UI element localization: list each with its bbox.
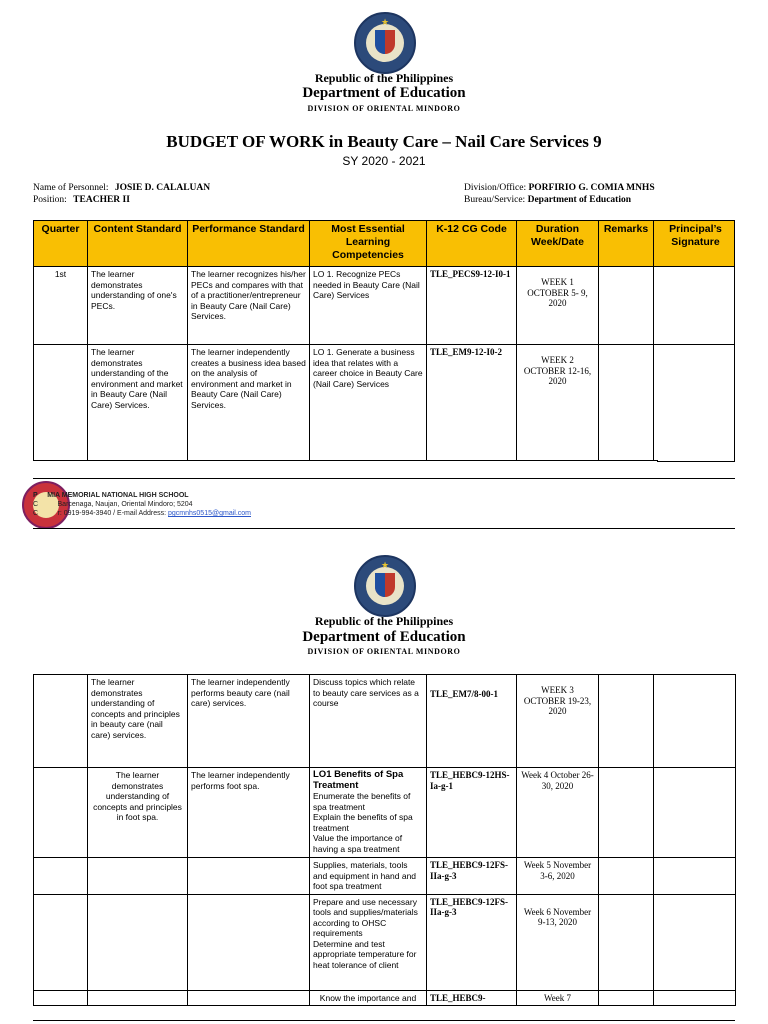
personnel-line xyxy=(33,183,210,193)
quarter-cell: 1st xyxy=(34,267,88,345)
school-year: SY 2020 - 2021 xyxy=(342,154,426,168)
position-value: TEACHER II xyxy=(73,195,130,205)
signature-cell xyxy=(654,990,736,1006)
header-content-standard: Content Standard xyxy=(88,221,188,267)
footer-contact: C r: 0919-994-3940 / E-mail Address: xyxy=(33,510,169,517)
quarter-cell xyxy=(34,894,88,990)
duration-cell: Week 5 November 3-6, 2020 xyxy=(517,858,599,895)
duration-cell: Week 6 November 9-13, 2020 xyxy=(517,894,599,990)
division-label: DIVISION OF ORIENTAL MINDORO xyxy=(307,104,461,113)
header-melc: Most Essential Learning Competencies xyxy=(310,221,427,267)
remarks-cell xyxy=(599,990,654,1006)
signature-cell xyxy=(654,894,736,990)
bureau-label: Bureau/Service: xyxy=(464,195,526,205)
footer-rule-top xyxy=(33,478,735,479)
table-row xyxy=(34,990,736,1006)
position-label: Position: xyxy=(33,195,67,205)
header-principal-signature: Principal’s Signature xyxy=(657,221,734,267)
quarter-cell xyxy=(34,858,88,895)
department-label: Department of Education xyxy=(302,85,466,101)
content-cell: The learner demonstrates understanding of concepts and principles in beauty care (nail care) services. xyxy=(88,675,188,768)
footer-address: C Barcenaga, Naujan, Oriental Mindoro; 5204 xyxy=(33,501,193,508)
division-office-line xyxy=(464,183,655,193)
bureau-value: Department of Education xyxy=(527,195,632,205)
code-cell: TLE_HEBC9- xyxy=(427,990,517,1006)
code-cell: TLE_HEBC9-12HS-Ia-g-1 xyxy=(427,768,517,858)
deped-seal-icon: ★ xyxy=(354,12,416,74)
content-cell xyxy=(88,990,188,1006)
deped-seal-icon: ★ xyxy=(354,555,416,617)
footer-text xyxy=(33,491,251,518)
remarks-cell xyxy=(599,858,654,895)
position-line xyxy=(33,195,130,205)
code-cell: TLE_EM7/8-00-1 xyxy=(427,675,517,768)
melc-line: Value the importance of having a spa treatment xyxy=(313,833,403,854)
remarks-cell xyxy=(599,345,654,461)
performance-cell: The learner recognizes his/her PECs and compares with that of a practitioner/entrepreneur in Beauty Care (Nail Care) Services. xyxy=(188,267,310,345)
melc-line: Prepare and use necessary tools and supplies/materials according to OHSC requirements xyxy=(313,896,418,938)
table-header-row xyxy=(34,221,658,267)
performance-cell xyxy=(188,858,310,895)
duration-cell: WEEK 3 OCTOBER 19-23, 2020 xyxy=(517,675,599,768)
remarks-cell xyxy=(599,675,654,768)
header-duration: Duration Week/Date xyxy=(517,221,599,267)
header-code: K-12 CG Code xyxy=(427,221,517,267)
footer-email-link[interactable]: pgcmnhs0515@gmail.com xyxy=(168,510,251,517)
performance-cell: The learner independently creates a business idea based on the analysis of environment and market in Beauty Care (Nail Care) Services. xyxy=(188,345,310,461)
budget-table-page1 xyxy=(33,220,658,461)
signature-cell xyxy=(657,267,734,345)
code-cell: TLE_PECS9-12-I0-1 xyxy=(427,267,517,345)
performance-cell: The learner independently performs beauty care (nail care) services. xyxy=(188,675,310,768)
header-quarter: Quarter xyxy=(34,221,88,267)
republic-label: Republic of the Philippines xyxy=(314,71,454,85)
personnel-value: JOSIE D. CALALUAN xyxy=(114,183,211,193)
header-performance-standard: Performance Standard xyxy=(188,221,310,267)
table-row xyxy=(34,345,658,461)
melc-cell: Know the importance and xyxy=(310,990,427,1006)
quarter-cell xyxy=(34,675,88,768)
division-office-value: PORFIRIO G. COMIA MNHS xyxy=(528,183,655,193)
melc-cell: Discuss topics which relate to beauty care services as a course xyxy=(310,675,427,768)
melc-cell xyxy=(310,768,427,858)
content-cell: The learner demonstrates understanding of one's PECs. xyxy=(88,267,188,345)
code-cell: TLE_HEBC9-12FS-IIa-g-3 xyxy=(427,894,517,990)
remarks-cell xyxy=(599,267,654,345)
content-cell: The learner demonstrates understanding of concepts and principles in foot spa. xyxy=(88,768,188,858)
bureau-line xyxy=(464,195,631,205)
signature-column xyxy=(657,220,735,462)
melc-cell: Supplies, materials, tools and equipment in hand and foot spa treatment xyxy=(310,858,427,895)
performance-cell xyxy=(188,990,310,1006)
melc-cell xyxy=(310,894,427,990)
signature-cell xyxy=(654,768,736,858)
content-cell: The learner demonstrates understanding of the environment and market in Beauty Care (Nail Care) Services. xyxy=(88,345,188,461)
footer-rule-bottom xyxy=(33,528,735,529)
duration-cell: Week 4 October 26-30, 2020 xyxy=(517,768,599,858)
duration-cell: Week 7 xyxy=(517,990,599,1006)
quarter-cell xyxy=(34,345,88,461)
table-row xyxy=(34,858,736,895)
quarter-cell xyxy=(34,768,88,858)
duration-cell: WEEK 2 OCTOBER 12-16, 2020 xyxy=(517,345,599,461)
content-cell xyxy=(88,858,188,895)
division-office-label: Division/Office: xyxy=(464,183,527,193)
melc-title: LO1 Benefits of Spa Treatment xyxy=(313,769,404,791)
signature-cell xyxy=(654,675,736,768)
division-label-2: DIVISION OF ORIENTAL MINDORO xyxy=(307,647,461,656)
footer-school: P MIA MEMORIAL NATIONAL HIGH SCHOOL xyxy=(33,492,189,499)
melc-line: Explain the benefits of spa treatment xyxy=(313,812,413,833)
header-remarks: Remarks xyxy=(599,221,654,267)
table-row xyxy=(34,768,736,858)
budget-table-page2 xyxy=(33,674,736,1006)
content-cell xyxy=(88,894,188,990)
table-row xyxy=(34,675,736,768)
page-bottom-rule xyxy=(33,1020,735,1021)
table-row xyxy=(34,894,736,990)
republic-label-2: Republic of the Philippines xyxy=(314,614,454,628)
document-title: BUDGET OF WORK in Beauty Care – Nail Care Services 9 xyxy=(166,132,602,151)
melc-cell: LO 1. Recognize PECs needed in Beauty Care (Nail Care) Services xyxy=(310,267,427,345)
personnel-label: Name of Personnel: xyxy=(33,183,109,193)
duration-cell: WEEK 1 OCTOBER 5- 9, 2020 xyxy=(517,267,599,345)
melc-line: Determine and test appropriate temperature for heat tolerance of client xyxy=(313,938,417,970)
performance-cell xyxy=(188,894,310,990)
code-cell: TLE_EM9-12-I0-2 xyxy=(427,345,517,461)
melc-cell: LO 1. Generate a business idea that relates with a career choice in Beauty Care (Nail Care) Services xyxy=(310,345,427,461)
signature-cell xyxy=(654,858,736,895)
quarter-cell xyxy=(34,990,88,1006)
department-label-2: Department of Education xyxy=(302,629,466,645)
code-cell: TLE_HEBC9-12FS-IIa-g-3 xyxy=(427,858,517,895)
footer-contact-line xyxy=(33,509,251,518)
remarks-cell xyxy=(599,894,654,990)
table-row xyxy=(34,267,658,345)
performance-cell: The learner independently performs foot spa. xyxy=(188,768,310,858)
remarks-cell xyxy=(599,768,654,858)
melc-line: Enumerate the benefits of spa treatment xyxy=(313,791,411,812)
